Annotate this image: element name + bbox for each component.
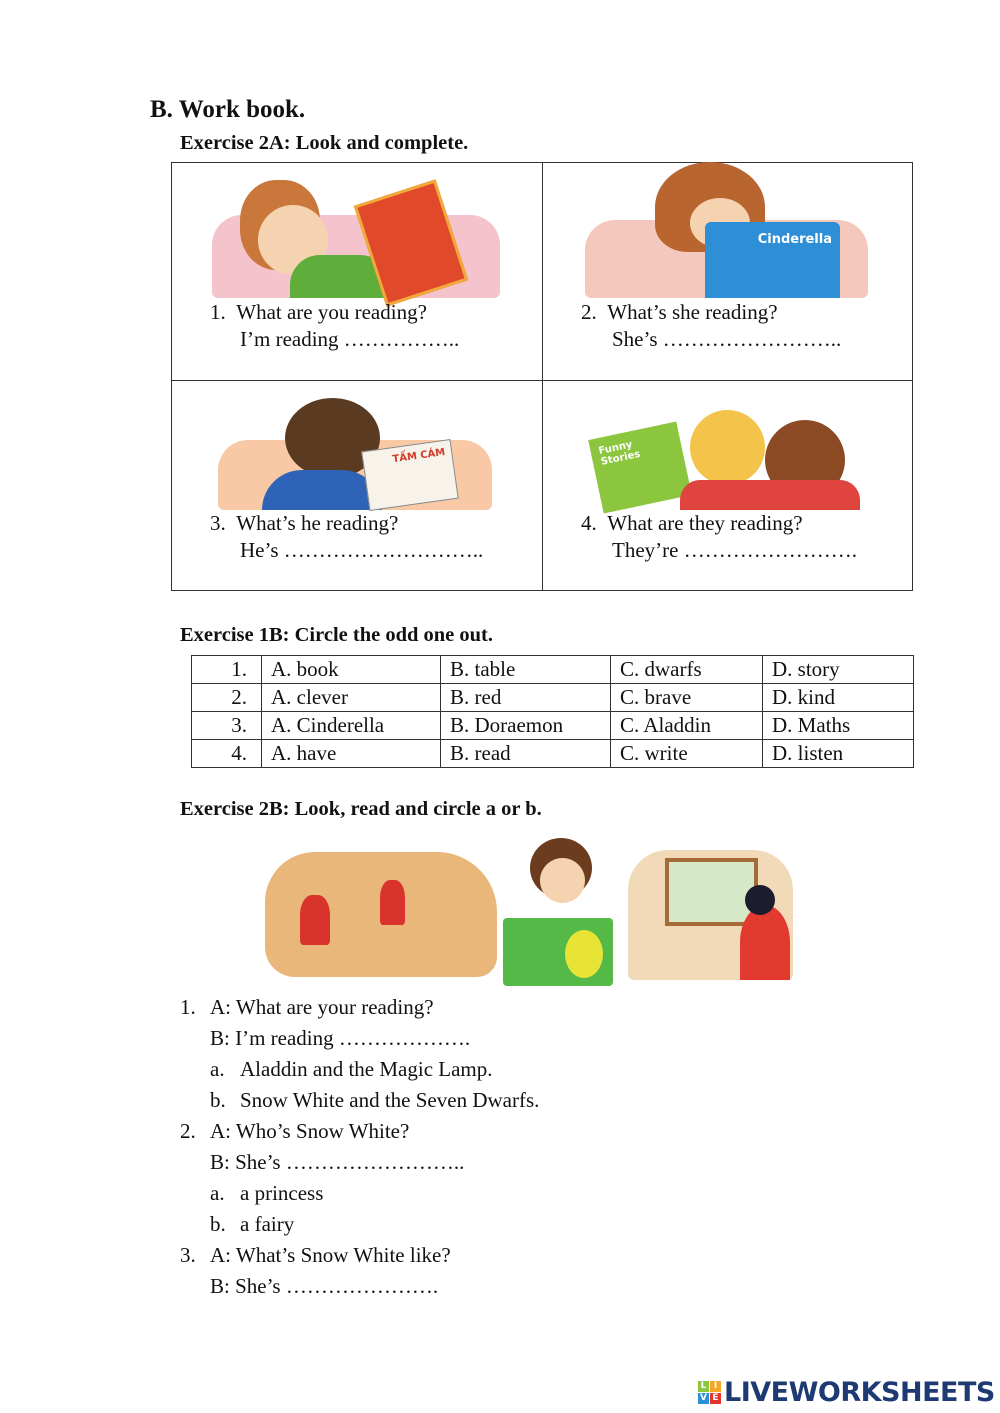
row-number: 4. (192, 740, 262, 768)
blonde-girl-illustration (690, 410, 765, 485)
funny-stories-book-illustration: Funny Stories (588, 421, 692, 513)
table-row (192, 712, 914, 740)
exercise-2b-title: Exercise 2B: Look, read and circle a or b. (180, 798, 542, 820)
option-cell[interactable]: C. brave (611, 684, 763, 712)
option-letter[interactable]: b. (210, 1212, 226, 1236)
logo-tile-icon: L (698, 1381, 709, 1392)
option-cell[interactable]: D. listen (763, 740, 914, 768)
dwarf-illustration (300, 895, 330, 945)
item-1-question: 1. What are you reading? (210, 300, 427, 324)
exercise-2a-title: Exercise 2A: Look and complete. (180, 132, 469, 154)
logo-tiles-icon (698, 1381, 721, 1404)
item-3-answer[interactable]: He’s ……………………….. (240, 538, 484, 562)
logo-tile-icon: V (698, 1393, 709, 1404)
tam-cam-book-illustration: TẤM CÁM (361, 439, 458, 511)
option-cell[interactable]: D. story (763, 656, 914, 684)
snow-white-dress-illustration (740, 905, 790, 980)
option-cell[interactable]: A. have (262, 740, 441, 768)
snow-white-hair-illustration (745, 885, 775, 915)
option-cell[interactable]: A. clever (262, 684, 441, 712)
table-row (192, 656, 914, 684)
question-a-line: A: What are your reading? (210, 995, 434, 1019)
option-cell[interactable]: B. read (441, 740, 611, 768)
question-number: 3. (180, 1243, 196, 1267)
row-number: 3. (192, 712, 262, 740)
logo-tile-icon: I (710, 1381, 721, 1392)
option-cell[interactable]: D. Maths (763, 712, 914, 740)
option-cell[interactable]: D. kind (763, 684, 914, 712)
option-text[interactable]: Snow White and the Seven Dwarfs. (240, 1088, 540, 1112)
item-2-answer[interactable]: She’s …………………….. (612, 327, 842, 351)
item-3-question: 3. What’s he reading? (210, 511, 399, 535)
item-4-question: 4. What are they reading? (581, 511, 803, 535)
question-b-line[interactable]: B: I’m reading ………………. (210, 1026, 471, 1050)
question-number: 2. (180, 1119, 196, 1143)
option-cell[interactable]: C. write (611, 740, 763, 768)
window-illustration (665, 858, 758, 926)
table-row (192, 684, 914, 712)
logo-text: LIVEWORKSHEETS (724, 1377, 995, 1408)
option-cell[interactable]: B. table (441, 656, 611, 684)
option-cell[interactable]: A. book (262, 656, 441, 684)
option-cell[interactable]: C. Aladdin (611, 712, 763, 740)
option-text[interactable]: a fairy (240, 1212, 295, 1236)
option-letter[interactable]: b. (210, 1088, 226, 1112)
option-text[interactable]: a princess (240, 1181, 324, 1205)
book-cover-illustration (565, 930, 603, 978)
option-cell[interactable]: B. red (441, 684, 611, 712)
option-cell[interactable]: B. Doraemon (441, 712, 611, 740)
odd-one-out-table (191, 655, 914, 768)
exercise-1b-title: Exercise 1B: Circle the odd one out. (180, 624, 493, 646)
question-b-line[interactable]: B: She’s …………………. (210, 1274, 439, 1298)
item-1-answer[interactable]: I’m reading …………….. (240, 327, 460, 351)
logo-tile-icon: E (710, 1393, 721, 1404)
question-number: 1. (180, 995, 196, 1019)
question-b-line[interactable]: B: She’s …………………….. (210, 1150, 465, 1174)
option-cell[interactable]: A. Cinderella (262, 712, 441, 740)
row-number: 1. (192, 656, 262, 684)
item-2-question: 2. What’s she reading? (581, 300, 778, 324)
question-a-line: A: What’s Snow White like? (210, 1243, 451, 1267)
option-letter[interactable]: a. (210, 1181, 225, 1205)
boy-face-illustration (540, 858, 585, 903)
item-4-answer[interactable]: They’re ……………………. (612, 538, 857, 562)
option-text[interactable]: Aladdin and the Magic Lamp. (240, 1057, 493, 1081)
cinderella-book-illustration: Cinderella (705, 222, 840, 298)
section-title: B. Work book. (150, 96, 306, 123)
question-a-line: A: Who’s Snow White? (210, 1119, 410, 1143)
option-cell[interactable]: C. dwarfs (611, 656, 763, 684)
liveworksheets-logo (698, 1377, 995, 1408)
table-row (192, 740, 914, 768)
option-letter[interactable]: a. (210, 1057, 225, 1081)
dwarf-illustration (380, 880, 405, 925)
girls-clothes-illustration (680, 480, 860, 510)
row-number: 2. (192, 684, 262, 712)
